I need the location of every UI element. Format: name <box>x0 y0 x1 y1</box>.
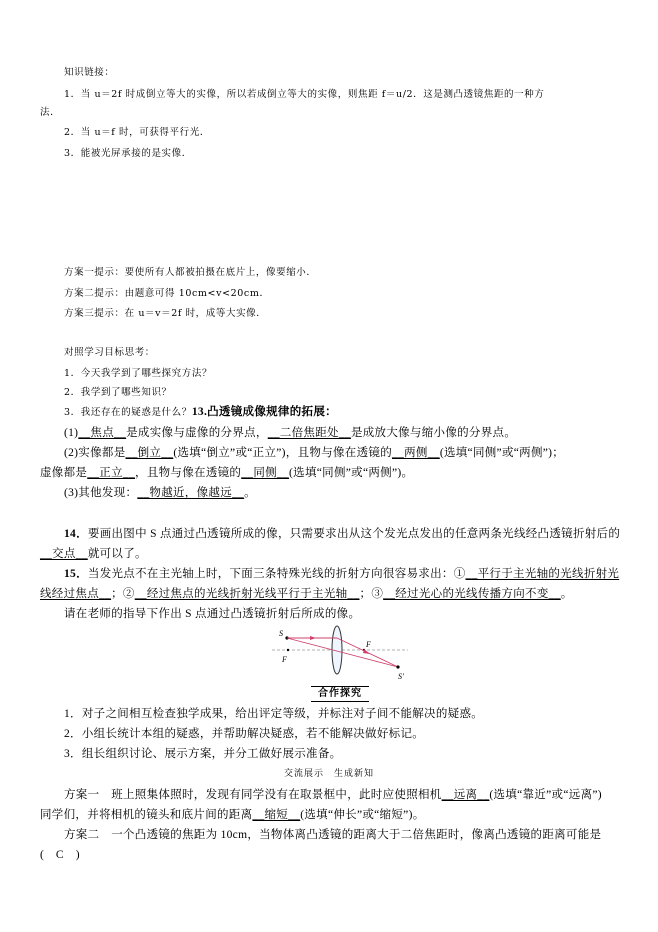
q13-p1-answer1: __焦点__ <box>78 427 127 439</box>
hint-plan-2: 方案二提示：由题意可得 10cm<v<20cm． <box>64 288 270 299</box>
q13-p3-prefix: (3)其他发现： <box>64 487 138 499</box>
q15-sep3: ；③ <box>359 588 384 600</box>
exchange-subheading: 交流展示 生成新知 <box>283 769 374 779</box>
plan-1b-post: (选填“伸长”或“缩短”)。 <box>300 809 425 821</box>
plan-2-line1: 方案二 一个凸透镜的焦距为 10cm，当物体离凸透镜的距离大于二倍焦距时，像离凸透镜的距离可能是 <box>64 829 602 841</box>
q13-p2-mid: (选填“倒立”或“正立”)，且物与像在透镜的 <box>173 447 393 459</box>
q13-p2b-prefix: 虚像都是 <box>40 467 88 479</box>
q15-line3: 请在老师的指导下作出 S 点通过凸透镜折射后所成的像。 <box>64 608 361 620</box>
q13-p2-answer1: __倒立__ <box>125 447 174 459</box>
q15-sep2: ；② <box>111 588 135 600</box>
knowledge-item-1: 1．当 u＝2f 时成倒立等大的实像，所以若成倒立等大的实像，则焦距 f＝u/2．这是测凸透镜焦距的一种方 <box>64 89 545 100</box>
ray-through-center <box>287 638 398 667</box>
plan-1-line2 <box>40 808 425 822</box>
knowledge-item-3: 3．能被光屏承接的是实像． <box>64 148 192 159</box>
label-s: S <box>279 629 283 638</box>
q13-p1-answer2: __二倍焦距处__ <box>267 427 351 439</box>
q15-answer3: __经过光心的光线传播方向不变__ <box>383 588 561 600</box>
plan-1-text: 方案一 班上照集体照时，发现有同学没有在取景框中，此时应使照相机 <box>64 789 442 801</box>
label-f-right: F <box>366 640 371 649</box>
q13-p3-post: 。 <box>244 487 256 499</box>
q13-p2-answer2: __两侧__ <box>392 447 440 459</box>
q14-answer: __交点__ <box>40 548 88 560</box>
q13-p1-mid: 是成实像与虚像的分界点， <box>126 427 268 439</box>
q13-p1-prefix: (1) <box>64 427 79 439</box>
knowledge-heading: 知识链接： <box>64 67 115 78</box>
q14-text: 要画出图中 S 点通过凸透镜所成的像，只需要求出从这个发光点发出的任意两条光线经凸透镜折射后的 <box>87 528 621 540</box>
focus-left <box>287 649 289 651</box>
plan-1-line1 <box>64 788 602 802</box>
knowledge-item-2: 2．当 u＝f 时，可获得平行光． <box>64 127 210 138</box>
reflect-q1: 1．今天我学到了哪些探究方法？ <box>64 368 213 379</box>
q15-number: 15． <box>64 568 88 580</box>
q13-p2b-answer1: __正立__ <box>87 467 136 479</box>
q15-answer1a: __平行于主光轴的光线折射光 <box>465 568 620 580</box>
reflect-q3: 3．我还存在的疑惑是什么？ <box>64 407 192 418</box>
q15-answer2: __经过焦点的光线折射光线平行于主光轴__ <box>134 588 360 600</box>
q13-p2b-answer2: __同侧__ <box>241 467 290 479</box>
plan-1-answer: __远离__ <box>441 789 490 801</box>
section-banner: 合作探究 <box>311 686 369 702</box>
hint-plan-1: 方案一提示：要使所有人都被拍摄在底片上，像要缩小． <box>64 267 317 278</box>
q13-p2-prefix: (2)实像都是 <box>64 447 126 459</box>
plan-1b-answer: __缩短__ <box>252 809 301 821</box>
coop-2: 2．小组长统计本组的疑惑，并帮助解决疑惑，若不能解决做好标记。 <box>64 728 425 740</box>
plan-1b-text: 同学们，并将相机的镜头和底片间的距离 <box>40 809 253 821</box>
coop-3: 3．组长组织讨论、展示方案，并分工做好展示准备。 <box>64 748 342 760</box>
q14-number: 14． <box>64 528 88 540</box>
reflect-q2: 2．我学到了哪些知识？ <box>64 387 172 398</box>
q13-title: 13.凸透镜成像规律的拓展： <box>191 406 337 418</box>
arrow-1 <box>310 636 316 640</box>
label-s-prime: S′ <box>398 672 404 681</box>
q13-p2-post: (选填“同侧”或“两侧”)； <box>439 447 565 459</box>
q13-p3-answer: __物越近，像越远__ <box>137 487 245 499</box>
q13-p2b-post: (选填“同侧”或“两侧”)。 <box>289 467 414 479</box>
knowledge-item-1-cont: 法． <box>40 107 61 118</box>
coop-1: 1．对子之间相互检查独学成果，给出评定等级，并标注对子间不能解决的疑惑。 <box>64 708 484 720</box>
point-s-prime <box>396 665 399 668</box>
label-f-left: F <box>282 655 287 664</box>
q15-post: 。 <box>560 588 573 600</box>
q13-p2b-mid: ，且物与像在透镜的 <box>135 467 242 479</box>
q14-post: 就可以了。 <box>87 548 147 560</box>
hint-plan-3: 方案三提示：在 u＝v＝2f 时，成等大实像． <box>64 308 267 319</box>
reflect-heading: 对照学习目标思考： <box>64 347 155 358</box>
q15-text: 当发光点不在主光轴上时，下面三条特殊光线的折射方向很容易求出：① <box>87 568 466 580</box>
q15-answer1b: 线经过焦点__ <box>40 588 112 600</box>
plan-2-answer: ( C ) <box>40 849 80 861</box>
q13-p1-post: 是成放大像与缩小像的分界点。 <box>350 427 517 439</box>
plan-1-post: (选填“靠近”或“远离”) <box>489 789 602 801</box>
